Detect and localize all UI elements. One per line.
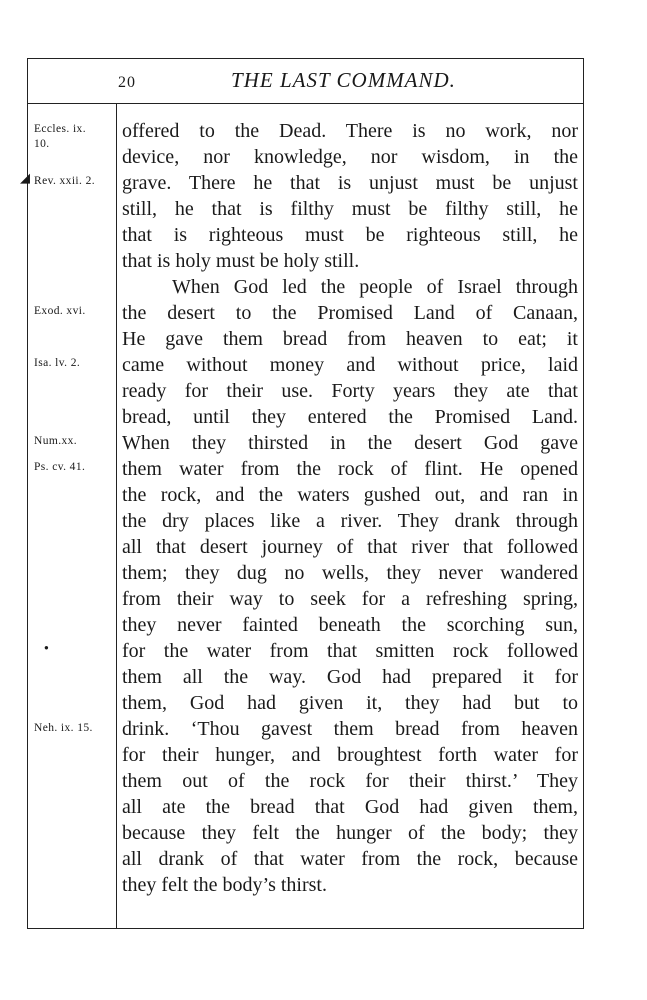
text-line: the dry places like a river. They drank through: [122, 510, 578, 532]
text-line: because they felt the hunger of the body; they: [122, 822, 578, 844]
text-line: the rock, and the waters gushed out, and ran in: [122, 484, 578, 506]
margin-reference: Ps. cv. 41.: [34, 461, 86, 473]
text-line: still, he that is filthy must be filthy still, he: [122, 198, 578, 220]
text-line: bread, until they entered the Promised Land.: [122, 406, 578, 428]
page-number: 20: [118, 74, 136, 91]
text-line: them; they dug no wells, they never wandered: [122, 562, 578, 584]
text-line: for their hunger, and broughtest forth water for: [122, 744, 578, 766]
text-line: they never fainted beneath the scorching sun,: [122, 614, 578, 636]
text-line: them out of the rock for their thirst.’ They: [122, 770, 578, 792]
running-title: THE LAST COMMAND.: [231, 68, 456, 92]
text-line: drink. ‘Thou gavest them bread from heaven: [122, 718, 578, 740]
margin-mark-icon: ◢: [20, 170, 30, 185]
text-line: When God led the people of Israel through: [172, 276, 578, 298]
margin-reference: Neh. ix. 15.: [34, 722, 93, 734]
text-line: device, nor knowledge, nor wisdom, in the: [122, 146, 578, 168]
text-line: all that desert journey of that river that followed: [122, 536, 578, 558]
text-line: grave. There he that is unjust must be unjust: [122, 172, 578, 194]
text-line: them water from the rock of flint. He opened: [122, 458, 578, 480]
margin-dot-icon: ●: [44, 643, 49, 652]
text-line: that is righteous must be righteous still, he: [122, 224, 578, 246]
margin-column-rule: [116, 103, 117, 929]
text-line: the desert to the Promised Land of Canaan,: [122, 302, 578, 324]
text-line: them, God had given it, they had but to: [122, 692, 578, 714]
text-line: that is holy must be holy still.: [122, 250, 360, 272]
text-line: offered to the Dead. There is no work, nor: [122, 120, 578, 142]
text-line: all drank of that water from the rock, because: [122, 848, 578, 870]
header-rule: [27, 103, 584, 104]
margin-reference: Rev. xxii. 2.: [34, 175, 95, 187]
text-line: He gave them bread from heaven to eat; it: [122, 328, 578, 350]
margin-reference: Exod. xvi.: [34, 305, 86, 317]
text-line: ready for their use. Forty years they ate that: [122, 380, 578, 402]
text-line: When they thirsted in the desert God gave: [122, 432, 578, 454]
margin-reference: Num.xx.: [34, 435, 78, 447]
margin-reference: Isa. lv. 2.: [34, 357, 81, 369]
text-line: came without money and without price, laid: [122, 354, 578, 376]
margin-reference: Eccles. ix. 10.: [34, 123, 86, 150]
text-line: them all the way. God had prepared it for: [122, 666, 578, 688]
text-line: they felt the body’s thirst.: [122, 874, 327, 896]
text-line: from their way to seek for a refreshing spring,: [122, 588, 578, 610]
text-line: all ate the bread that God had given them,: [122, 796, 578, 818]
text-line: for the water from that smitten rock followed: [122, 640, 578, 662]
